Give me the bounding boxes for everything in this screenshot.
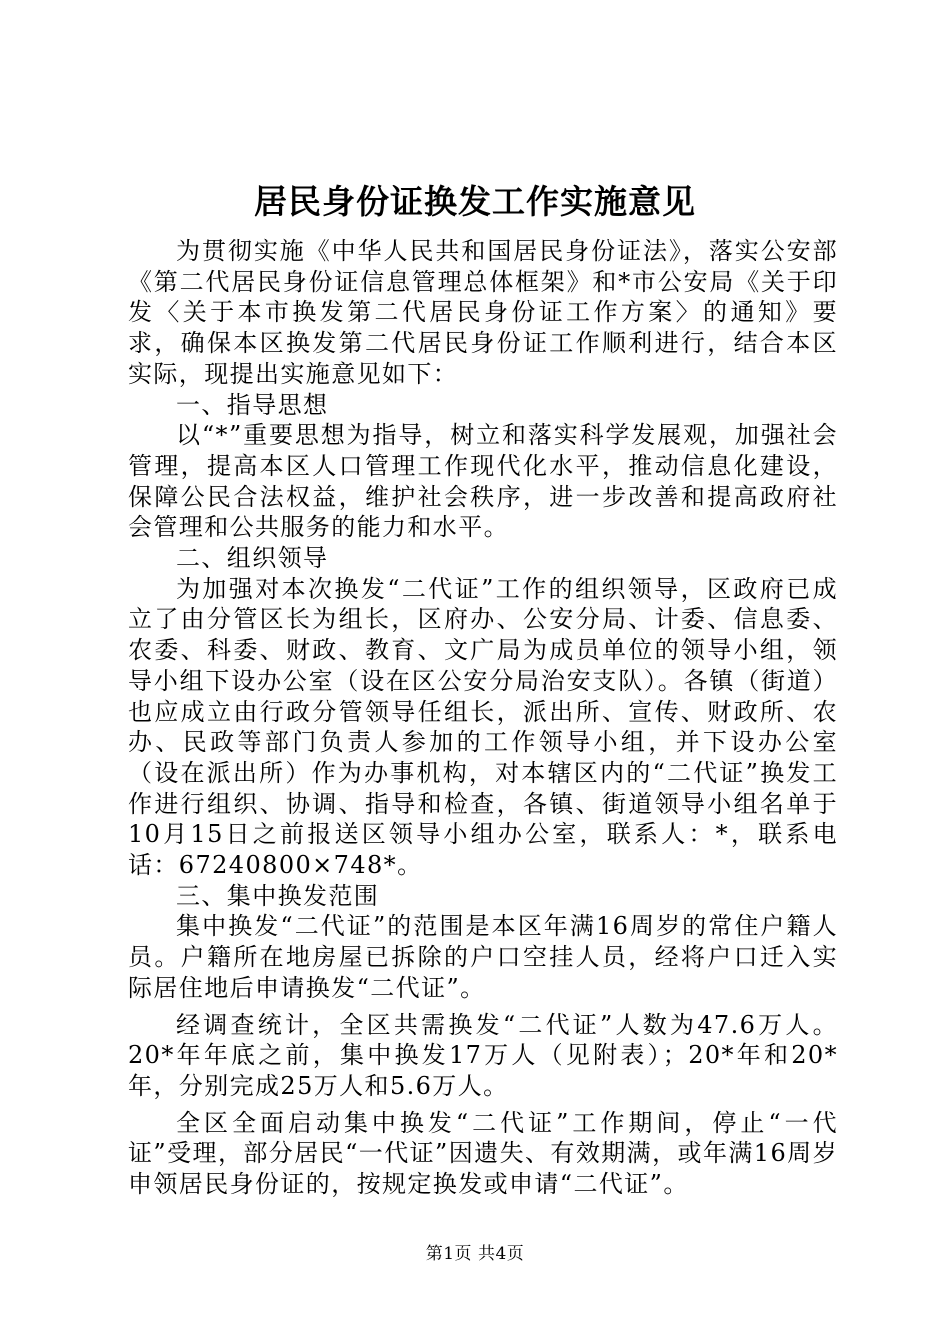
section-heading-guiding-ideology: 一、指导思想 bbox=[176, 390, 329, 419]
scope-paragraph-2: 经调查统计，全区共需换发“二代证”人数为47.6万人。20*年年底之前，集中换发17万人（见附表）；20*年和20*年，分别完成25万人和5.6万人。 bbox=[128, 1010, 838, 1100]
section-heading-organization: 二、组织领导 bbox=[176, 544, 329, 573]
scope-paragraph-3: 全区全面启动集中换发“二代证”工作期间，停止“一代证”受理，部分居民“一代证”因遗失、有效期满，或年满16周岁申领居民身份证的，按规定换发或申请“二代证”。 bbox=[128, 1108, 838, 1199]
document-title: 居民身份证换发工作实施意见 bbox=[254, 182, 696, 221]
organization-paragraph: 为加强对本次换发“二代证”工作的组织领导，区政府已成立了由分管区长为组长，区府办、公安分局、计委、信息委、农委、科委、财政、教育、文广局为成员单位的领导小组，领导小组下设办公室（设在区公安分局治安支队）。各镇（街道）也应成立由行政分管领导任组长，派出所、宣传、财政所、农办、民政等部门负责人参加的工作领导小组，并下设办公室（设在派出所）作为办事机构，对本辖区内的“二代证”换发工作进行组织、协调、指导和检查，各镇、街道领导小组名单于10月15日之前报送区领导小组办公室，联系人：*，联系电话：67240800×748*。 bbox=[128, 574, 838, 880]
document-body bbox=[128, 236, 838, 1200]
page-number-footer: 第1页 共4页 bbox=[425, 1244, 525, 1264]
intro-paragraph: 为贯彻实施《中华人民共和国居民身份证法》，落实公安部《第二代居民身份证信息管理总体框架》和*市公安局《关于印发〈关于本市换发第二代居民身份证工作方案〉的通知》要求，确保本区换发第二代居民身份证工作顺利进行，结合本区实际，现提出实施意见如下： bbox=[128, 237, 838, 388]
scope-paragraph-1: 集中换发“二代证”的范围是本区年满16周岁的常住户籍人员。户籍所在地房屋已拆除的户口空挂人员，经将户口迁入实际居住地后申请换发“二代证”。 bbox=[128, 912, 838, 1002]
section-heading-scope: 三、集中换发范围 bbox=[176, 881, 380, 910]
guiding-ideology-paragraph: 以“*”重要思想为指导，树立和落实科学发展观，加强社会管理，提高本区人口管理工作现代化水平，推动信息化建设，保障公民合法权益，维护社会秩序，进一步改善和提高政府社会管理和公共服务的能力和水平。 bbox=[128, 421, 838, 542]
